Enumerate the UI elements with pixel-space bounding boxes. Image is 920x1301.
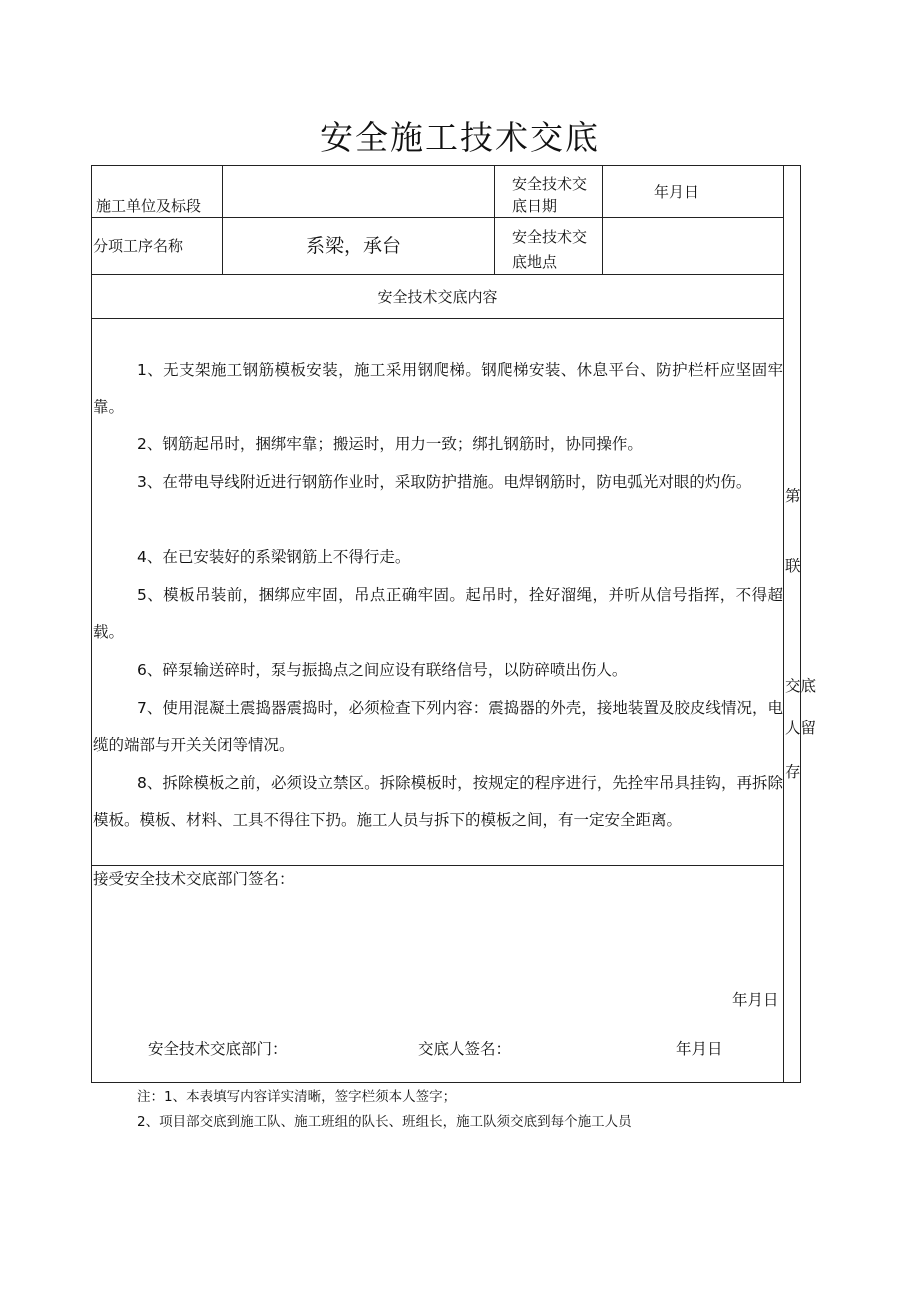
paragraph-3: 3、在带电导线附近进行钢筋作业时，采取防护措施。电焊钢筋时，防电弧光对眼的灼伤。 xyxy=(137,473,752,491)
paragraph-5: 5、模板吊装前，捆绑应牢固，吊点正确牢固。起吊时，拴好溜绳，并听从信号指挥，不得超载。 xyxy=(93,586,783,641)
note-2: 2、项目部交底到施工队、施工班组的队长、班组长，施工队须交底到每个施工人员 xyxy=(137,1114,632,1130)
place-label-line2: 底地点 xyxy=(512,253,558,271)
bottom-date: 年月日 xyxy=(676,1040,723,1058)
paragraph-6: 6、碎泵输送碎时，泵与振捣点之间应设有联络信号，以防碎喷出伤人。 xyxy=(137,661,628,679)
receive-date: 年月日 xyxy=(732,991,779,1009)
side-text-4: 人留 xyxy=(785,719,817,737)
date-value: 年月日 xyxy=(654,183,700,201)
side-text-1: 第 xyxy=(785,487,801,505)
date-label-line2: 底日期 xyxy=(512,197,558,215)
paragraph-7: 7、使用混凝土震捣器震捣时，必须检查下列内容：震捣器的外壳，接地装置及胶皮线情况，电缆的端部与开关关闭等情况。 xyxy=(93,699,783,754)
unit-label: 施工单位及标段 xyxy=(96,197,202,215)
person-signature-label: 交底人签名： xyxy=(418,1040,512,1058)
dept-label: 安全技术交底部门： xyxy=(148,1040,288,1058)
paragraph-1: 1、无支架施工钢筋模板安装，施工采用钢爬梯。钢爬梯安装、休息平台、防护栏杆应坚固牢靠。 xyxy=(93,361,783,416)
item-value: 系梁，承台 xyxy=(306,235,402,257)
content-heading: 安全技术交底内容 xyxy=(377,288,498,306)
paragraph-4: 4、在已安装好的系梁钢筋上不得行走。 xyxy=(137,548,411,566)
date-label-line1: 安全技术交 xyxy=(512,175,588,193)
side-text-3: 交底 xyxy=(785,677,817,695)
page-title: 安全施工技术交底 xyxy=(320,118,600,157)
note-1: 注：1、本表填写内容详实清晰，签字栏须本人签字； xyxy=(137,1089,457,1105)
item-label: 分项工序名称 xyxy=(93,237,184,255)
side-text-5: 存 xyxy=(785,763,801,781)
receive-signature-label: 接受安全技术交底部门签名： xyxy=(93,870,295,888)
paragraph-8: 8、拆除模板之前，必须设立禁区。拆除模板时，按规定的程序进行，先拴牢吊具挂钩，再拆除模板。模板、材料、工具不得往下扔。施工人员与拆下的模板之间，有一定安全距离。 xyxy=(93,774,783,829)
paragraph-2: 2、钢筋起吊时，捆绑牢靠；搬运时，用力一致；绑扎钢筋时，协同操作。 xyxy=(137,435,643,453)
side-text-2: 联 xyxy=(785,557,801,575)
place-label-line1: 安全技术交 xyxy=(512,228,588,246)
